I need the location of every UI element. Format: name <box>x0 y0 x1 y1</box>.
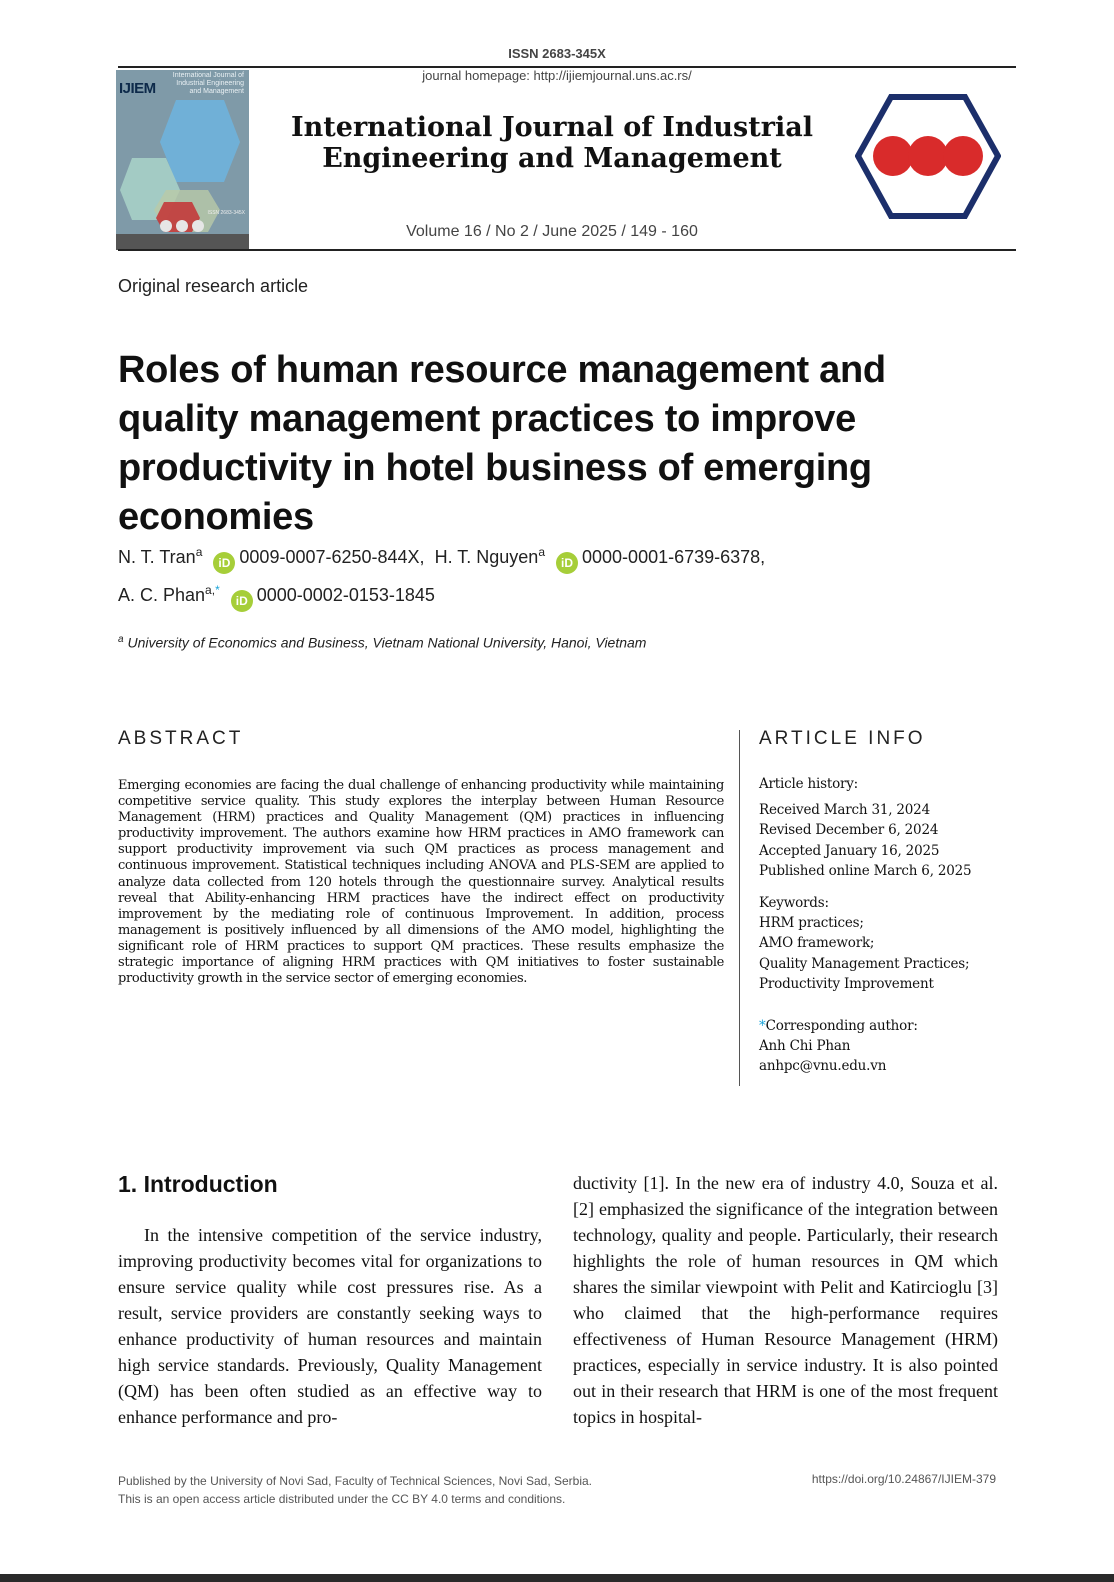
issn: ISSN 2683-345X <box>508 46 606 61</box>
author-orcid[interactable]: 0009-0007-6250-844X, <box>239 547 425 567</box>
footer-line1: Published by the University of Novi Sad, Faculty of Technical Sciences, Novi Sad, Serbia. <box>118 1474 593 1488</box>
introduction-heading: 1. Introduction <box>118 1171 278 1197</box>
corresponding-label-row <box>759 1016 1009 1036</box>
affiliation-text: University of Economics and Business, Vietnam National University, Hanoi, Vietnam <box>127 634 647 651</box>
corresponding-email[interactable]: anhpc@vnu.edu.vn <box>759 1058 887 1075</box>
footer-line2: This is an open access article distributed under the CC BY 4.0 terms and conditions. <box>118 1492 566 1506</box>
affiliation <box>118 634 646 651</box>
author-sup: a <box>538 545 545 559</box>
author-list <box>118 538 1018 614</box>
article-title: Roles of human resource management and quality management practices to improve productivity in hotel business of emerging economies <box>118 349 886 538</box>
bottom-bar <box>0 1574 1114 1582</box>
journal-homepage-link[interactable]: journal homepage: http://ijiemjournal.uns.ac.rs/ <box>422 68 692 83</box>
keyword-item: AMO framework; <box>759 935 875 952</box>
corresponding-name: Anh Chi Phan <box>759 1038 851 1055</box>
article-info-heading: ARTICLE INFO <box>759 728 926 749</box>
author-sup-letter: a, <box>205 583 216 597</box>
spacer <box>759 881 1009 893</box>
doi-link[interactable]: https://doi.org/10.24867/IJIEM-379 <box>811 1472 996 1486</box>
corresponding-star: * <box>759 1018 766 1035</box>
orcid-icon[interactable]: iD <box>556 552 578 574</box>
affiliation-sup: a <box>118 634 124 645</box>
author-name: H. T. Nguyen <box>434 547 539 567</box>
author-orcid[interactable]: 0000-0002-0153-1845 <box>256 585 435 605</box>
history-label: Article history: <box>759 776 859 792</box>
published-date: Published online March 6, 2025 <box>759 862 972 879</box>
journal-name-line2: Engineering and Management <box>322 143 782 174</box>
revised-date: Revised December 6, 2024 <box>759 822 939 839</box>
journal-name <box>290 112 814 174</box>
journal-name-line1: International Journal of Industrial <box>291 112 813 143</box>
journal-hex-logo-icon <box>855 94 1001 219</box>
cover-logo: IJIEM <box>119 80 156 97</box>
authors-line-2 <box>118 576 1018 614</box>
abstract-text: Emerging economies are facing the dual challenge of enhancing productivity while maintaining competitive service quality. This study explores the interplay between Human Resource Management (HRM) practices and Quality Management (QM) practices in influencing productivity improvement. The authors examine how HRM practices in AMO framework can support productivity improvement via such QM practices as process management and continuous improvement. Statistical techniques including ANOVA and PLS-SEM are applied to analyze data collected from 120 hotels through the questionnaire survey. Analytical results reveal that Ability-enhancing HRM practices have the indirect effect on productivity improvement by the mediating role of continuous Improvement. In addition, process management is positively influenced by all dimensions of the AMO model, highlighting the significant role of HRM practices to support QM practices. These results emphasize the strategic importance of aligning HRM practices with QM initiatives to foster sustainable productivity growth in the service sector of emerging economies. <box>118 778 724 987</box>
orcid-icon[interactable]: iD <box>231 590 253 612</box>
accepted-date: Accepted January 16, 2025 <box>759 842 940 859</box>
keyword-item: HRM practices; <box>759 915 864 932</box>
spacer <box>759 994 1009 1016</box>
keyword-item: Quality Management Practices; <box>759 955 970 972</box>
abstract-heading: ABSTRACT <box>118 728 244 749</box>
keyword-item: Productivity Improvement <box>759 975 934 992</box>
author-orcid[interactable]: 0000-0001-6739-6378, <box>582 547 766 567</box>
cover-title: International Journal of Industrial Engineering and Management <box>172 72 244 95</box>
author-sup: a <box>195 545 203 559</box>
orcid-icon[interactable]: iD <box>213 552 235 574</box>
introduction-left-column: In the intensive competition of the service industry, improving productivity becomes vital for organizations to ensure service quality while cost pressures rise. As a result, service providers are constantly seeking ways to enhance productivity of human resources and maintain high service standards. Previously, Quality Management (QM) has been often studied as an effective way to enhance performance and pro- <box>118 1225 542 1427</box>
received-date: Received March 31, 2024 <box>759 802 930 819</box>
volume-info: Volume 16 / No 2 / June 2025 / 149 - 160 <box>406 223 698 240</box>
author-name: A. C. Phan <box>118 585 206 605</box>
corresponding-star: * <box>215 583 220 597</box>
article-info-divider <box>739 730 740 1086</box>
introduction-right-column: ductivity [1]. In the new era of industry 4.0, Souza et al. [2] emphasized the significance of the integration between technology, quality and people. Particularly, their research highlights the role of human resources in QM which shares the similar viewpoint with Pelit and Katircioglu [3] who claimed that the high-performance requires effectiveness of Human Resource Management (HRM) practices, especially in service industry. It is also pointed out in their research that HRM is one of the most frequent topics in hospital- <box>573 1173 998 1427</box>
article-info <box>759 774 1009 1077</box>
authors-line-1 <box>118 538 1018 576</box>
corresponding-label: Corresponding author: <box>765 1018 918 1035</box>
header-rule-bottom <box>118 249 1016 251</box>
keywords-label: Keywords: <box>759 895 829 912</box>
footer-publisher <box>118 1472 718 1508</box>
author-sup <box>205 583 220 597</box>
cover-issn: ISSN 2683-345X <box>207 210 245 216</box>
article-type: Original research article <box>118 276 309 296</box>
author-name: N. T. Tran <box>118 547 196 567</box>
